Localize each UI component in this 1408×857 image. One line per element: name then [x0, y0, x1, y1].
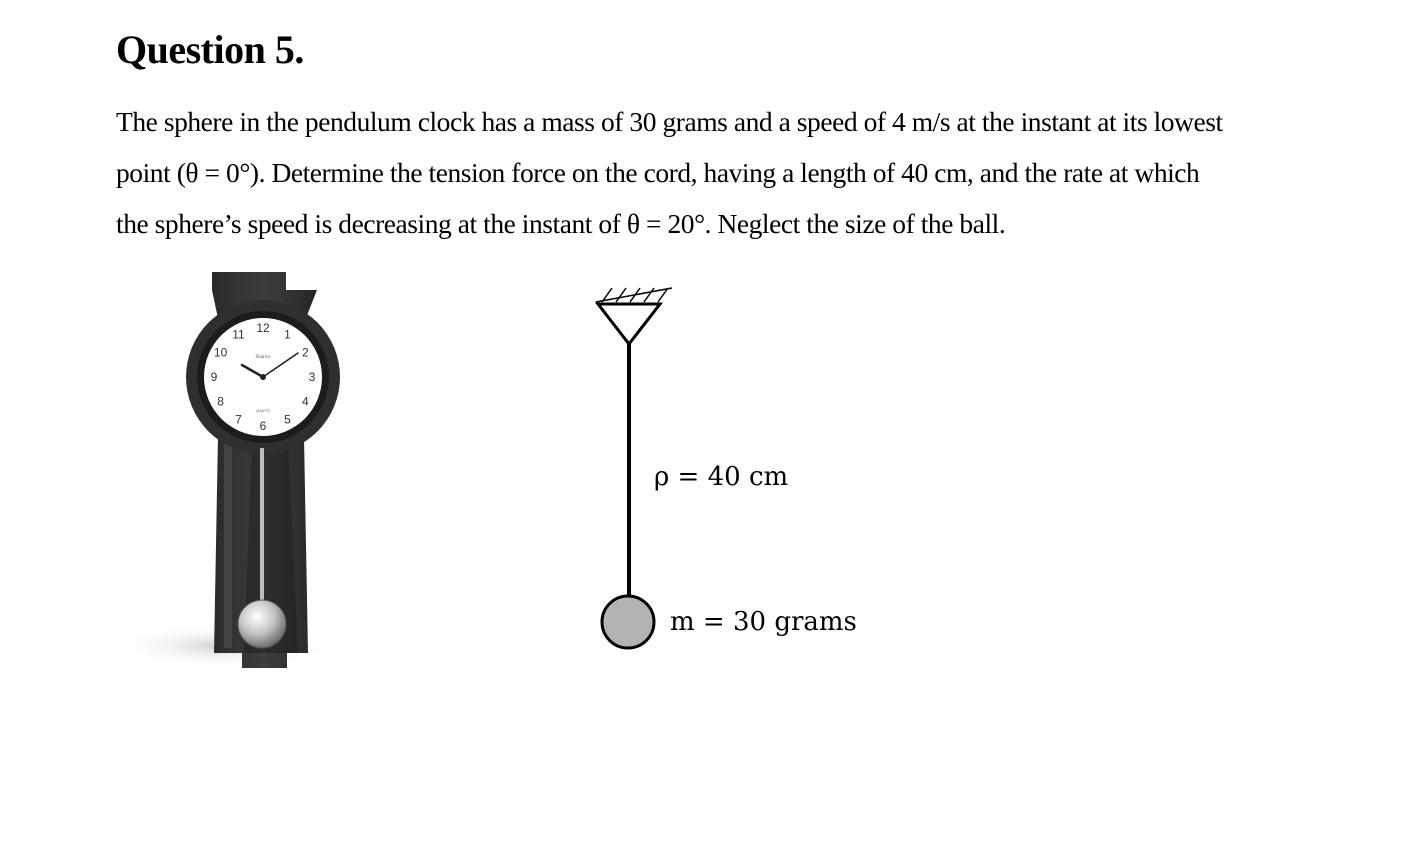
- question-title: Question 5.: [116, 27, 304, 72]
- clock-dial-number: 7: [235, 412, 242, 427]
- question-text-line-2: point (θ = 0°). Determine the tension force on the cord, having a length of 40 cm, and the rate at which: [116, 157, 1200, 188]
- cord-length-label: ρ = 40 cm: [654, 462, 789, 492]
- sphere-mass-label: m = 30 grams: [670, 607, 857, 637]
- clock-dial-number: 2: [302, 345, 309, 360]
- clock-dial-number: 4: [302, 394, 309, 409]
- pendulum-diagram: [560, 270, 900, 670]
- clock-dial-number: 8: [217, 394, 224, 409]
- pendulum-bob: [238, 600, 286, 648]
- pivot-support: [598, 304, 660, 344]
- ceiling-hatch: [596, 288, 672, 302]
- clock-brand: Sharivs: [255, 355, 271, 360]
- question-text-line-3: the sphere’s speed is decreasing at the instant of θ = 20°. Neglect the size of the ball.: [116, 208, 1006, 239]
- clock-dial-number: 9: [210, 370, 218, 384]
- clock-center-pin: [260, 374, 266, 380]
- clock-dial-number: 1: [284, 327, 291, 342]
- clock-dial-number: 11: [232, 327, 245, 342]
- clock-dial-subtext: QUARTZ: [255, 409, 271, 413]
- pendulum-rod: [260, 448, 264, 618]
- clock-dial-number: 5: [284, 412, 291, 427]
- clock-dial-number: 6: [259, 419, 267, 433]
- clock-dial-number: 12: [256, 321, 270, 335]
- pendulum-sphere: [602, 596, 654, 648]
- pendulum-clock-image: [112, 268, 348, 680]
- clock-dial-number: 3: [308, 370, 316, 384]
- question-text-line-1: The sphere in the pendulum clock has a mass of 30 grams and a speed of 4 m/s at the instant at its lowest: [116, 106, 1223, 137]
- clock-case-stripe: [224, 443, 232, 648]
- clock-dial-number: 10: [213, 345, 228, 360]
- question-text: [116, 96, 1346, 249]
